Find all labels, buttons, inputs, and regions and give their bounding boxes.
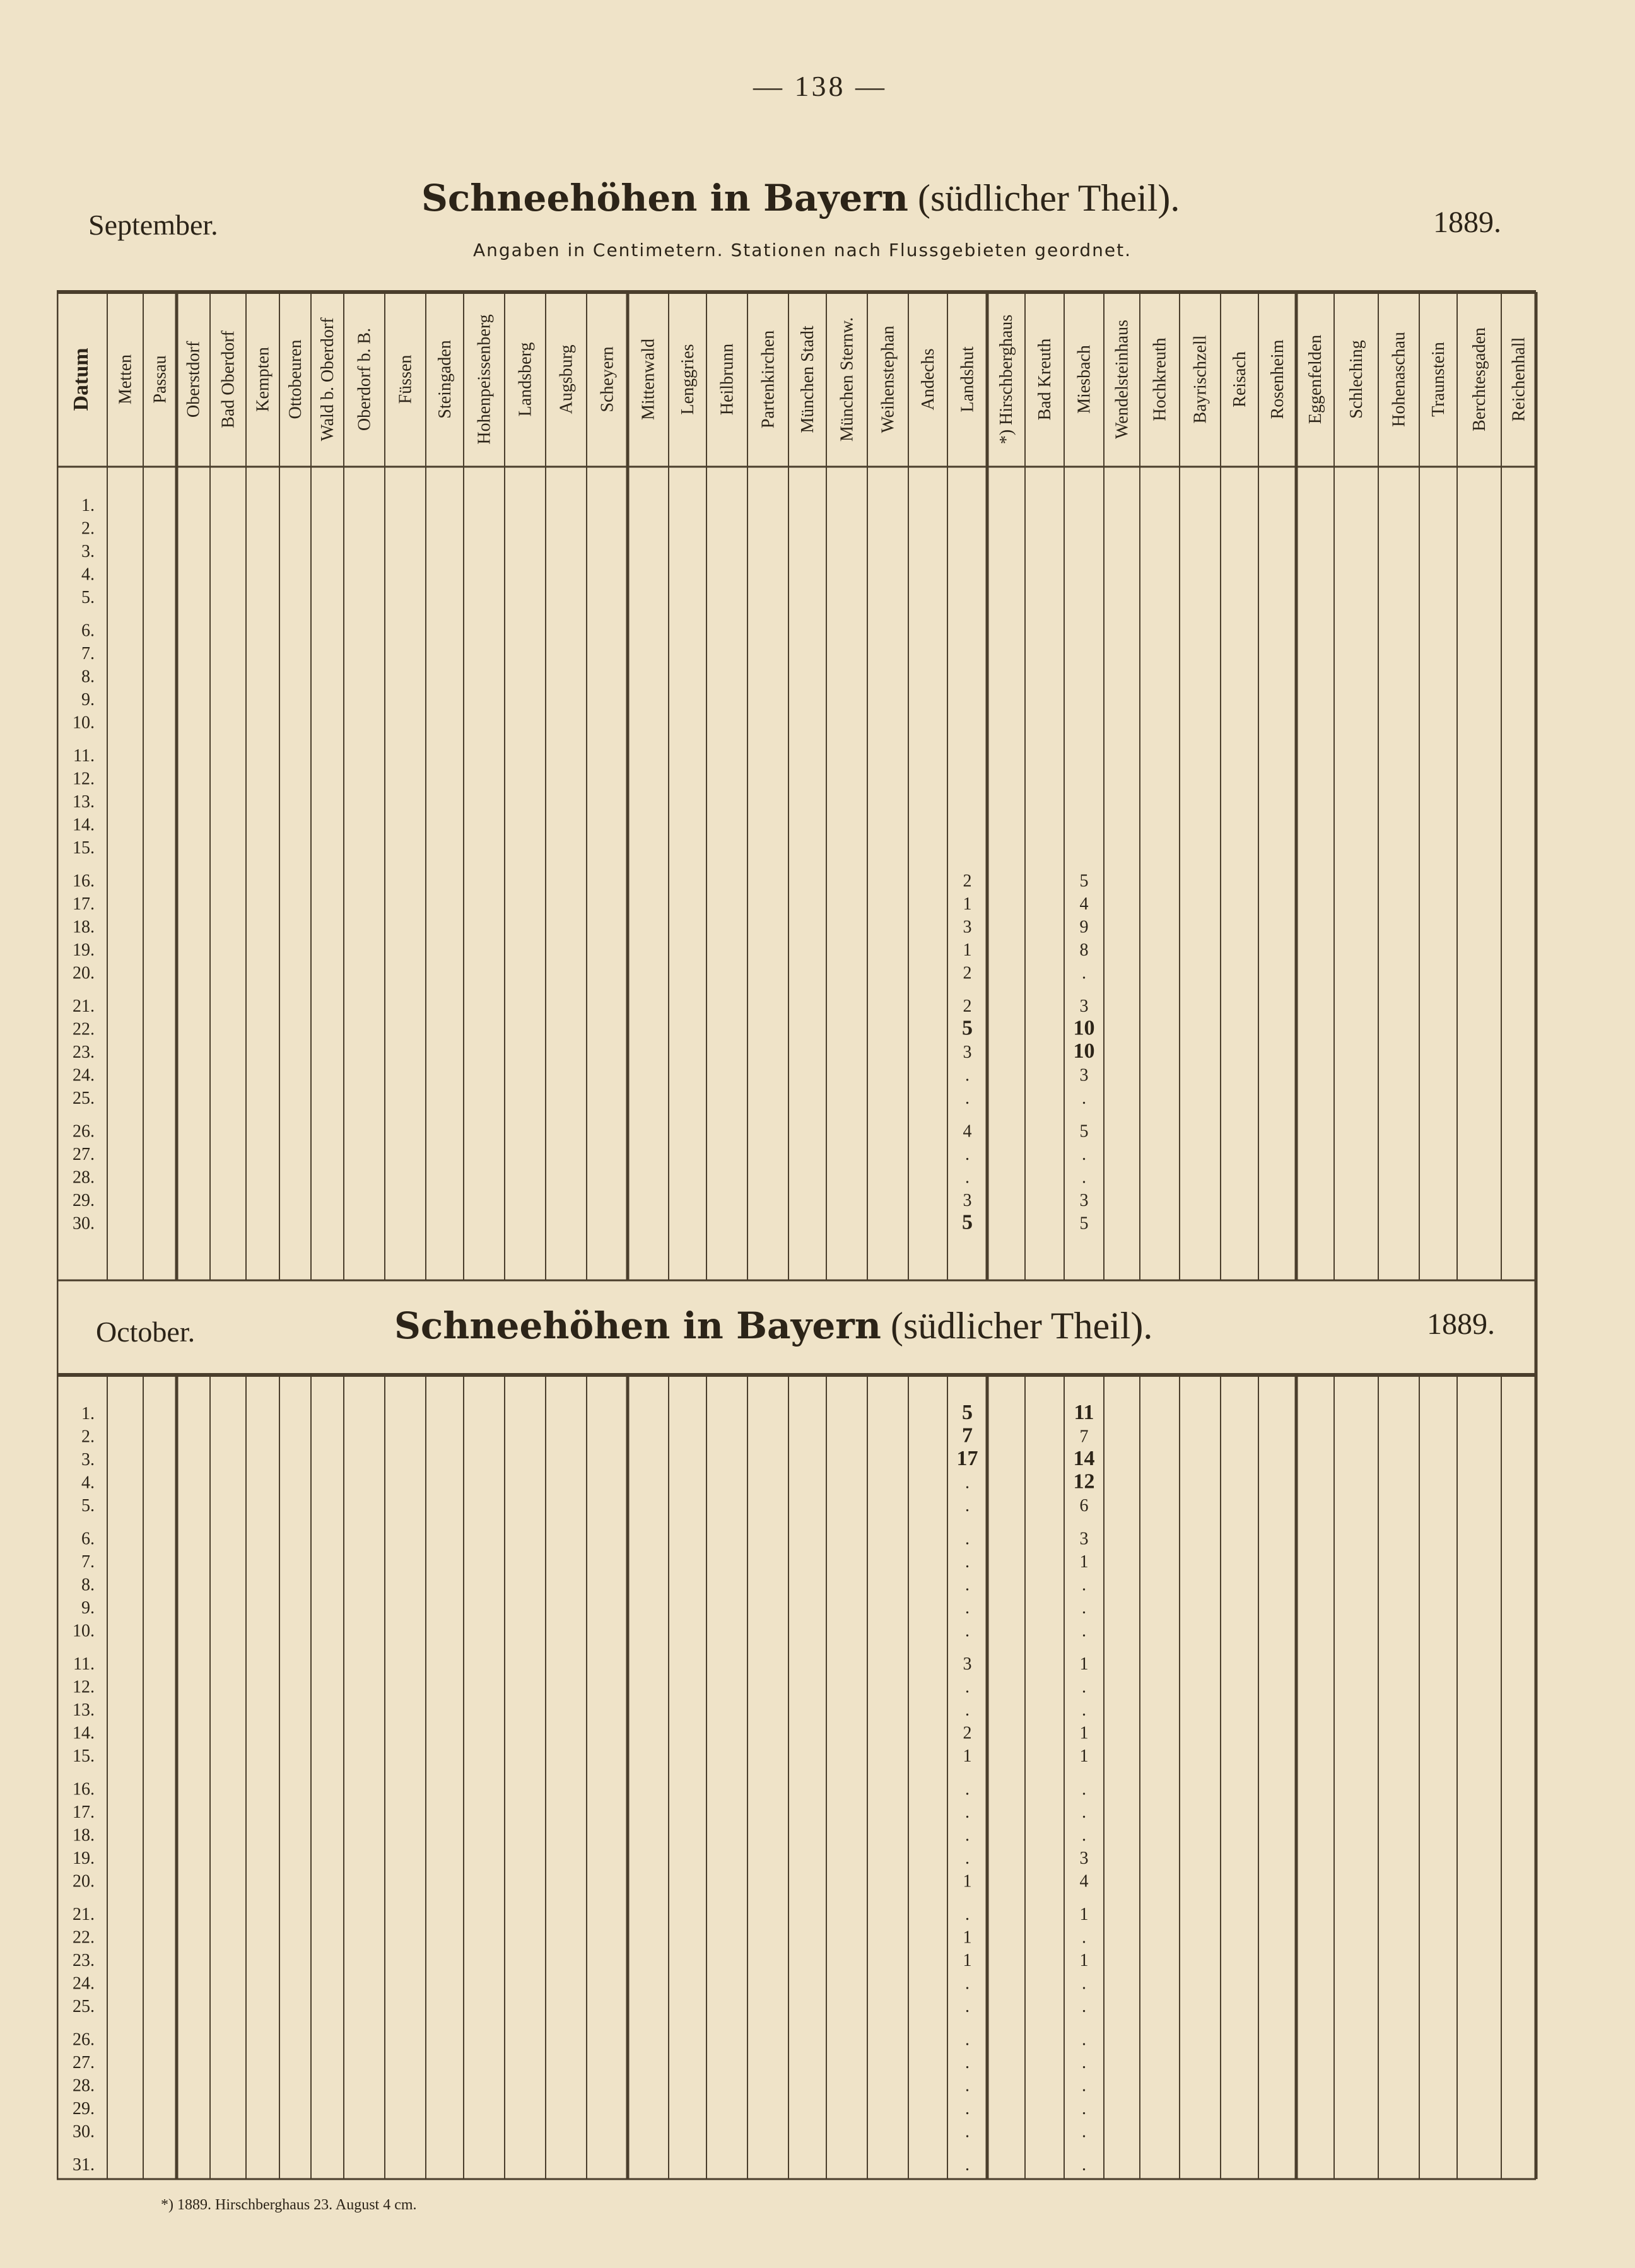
october-date-label: 15. <box>73 1746 95 1766</box>
september-hirschberghaus-value: 1 <box>963 894 972 914</box>
september-hirschberghaus-value: 1 <box>963 940 972 960</box>
october-hirschberghaus-value: . <box>965 1779 970 1799</box>
september-wendelsteinhaus-value: 8 <box>1079 940 1089 960</box>
october-hirschberghaus-value: . <box>965 2076 970 2096</box>
column-header-station: Reichenhall <box>1509 337 1529 422</box>
september-date-label: 14. <box>73 815 95 835</box>
october-hirschberghaus-value: . <box>965 1825 970 1845</box>
september-hirschberghaus-value: 2 <box>963 871 972 891</box>
september-date-label: 5. <box>81 588 95 607</box>
column-header-station: Bayrischzell <box>1190 335 1210 424</box>
column-header-station: Wendelsteinhaus <box>1112 319 1132 440</box>
september-date-label: 24. <box>73 1065 95 1085</box>
october-date-label: 6. <box>81 1529 95 1549</box>
october-date-label: 8. <box>81 1575 95 1595</box>
october-date-label: 25. <box>73 1997 95 2016</box>
september-wendelsteinhaus-value: 3 <box>1079 1065 1089 1085</box>
october-hirschberghaus-value: . <box>965 1552 970 1572</box>
column-header-station: München Stadt <box>798 325 818 433</box>
october-hirschberghaus-value: . <box>965 1677 970 1697</box>
october-hirschberghaus-value: . <box>965 2155 970 2175</box>
october-wendelsteinhaus-value: . <box>1082 1973 1086 1994</box>
october-wendelsteinhaus-value: . <box>1082 1621 1086 1641</box>
september-date-label: 22. <box>73 1019 95 1039</box>
september-date-label: 12. <box>73 769 95 789</box>
october-hirschberghaus-value: . <box>965 1700 970 1720</box>
october-date-label: 11. <box>73 1654 95 1674</box>
october-date-label: 19. <box>73 1849 95 1868</box>
october-wendelsteinhaus-value: 11 <box>1074 1401 1094 1424</box>
september-hirschberghaus-value: 3 <box>963 1043 972 1062</box>
october-date-label: 9. <box>81 1598 95 1618</box>
october-wendelsteinhaus-value: . <box>1082 1927 1086 1948</box>
september-date-label: 11. <box>73 746 95 766</box>
october-date-label: 14. <box>73 1723 95 1743</box>
column-header-station: Hochkreuth <box>1150 337 1170 421</box>
october-wendelsteinhaus-value: . <box>1082 2030 1086 2050</box>
october-wendelsteinhaus-value: . <box>1082 2099 1086 2119</box>
october-wendelsteinhaus-value: . <box>1082 2076 1086 2096</box>
september-wendelsteinhaus-value: . <box>1082 1089 1086 1108</box>
october-wendelsteinhaus-value: 3 <box>1079 1849 1089 1868</box>
october-wendelsteinhaus-value: . <box>1082 2053 1086 2072</box>
october-date-label: 26. <box>73 2030 95 2050</box>
september-hirschberghaus-value: 2 <box>963 997 972 1016</box>
table-subtitle: Angaben in Centimetern. Stationen nach Flussgebieten geordnet. <box>473 240 1132 260</box>
september-wendelsteinhaus-value: . <box>1082 1167 1086 1188</box>
october-wendelsteinhaus-value: . <box>1082 1700 1086 1720</box>
october-hirschberghaus-value: . <box>965 1575 970 1595</box>
october-wendelsteinhaus-value: 1 <box>1079 1746 1089 1766</box>
september-hirschberghaus-value: 3 <box>963 917 972 937</box>
october-hirschberghaus-value: 1 <box>963 1871 972 1891</box>
october-hirschberghaus-value: 17 <box>956 1447 978 1470</box>
column-header-station: Füssen <box>396 354 416 404</box>
october-date-label: 20. <box>73 1871 95 1891</box>
september-wendelsteinhaus-value: 5 <box>1079 1213 1089 1234</box>
column-header-station: München Sternw. <box>837 317 857 442</box>
september-wendelsteinhaus-value: 3 <box>1079 997 1089 1016</box>
september-date-label: 18. <box>73 917 95 937</box>
october-date-label: 12. <box>73 1677 95 1697</box>
september-hirschberghaus-value: 3 <box>963 1191 972 1210</box>
september-hirschberghaus-value: 4 <box>963 1121 972 1142</box>
column-header-station: Rosenheim <box>1268 339 1287 419</box>
october-hirschberghaus-value: 1 <box>963 1927 972 1948</box>
october-date-label: 7. <box>81 1552 95 1572</box>
october-date-label: 2. <box>81 1427 95 1447</box>
column-header-station: Hohenaschau <box>1389 332 1409 427</box>
september-date-label: 15. <box>73 838 95 858</box>
september-month-label: September. <box>88 209 218 241</box>
october-date-label: 29. <box>73 2099 95 2119</box>
october-date-label: 13. <box>73 1700 95 1720</box>
column-header-station: Scheyern <box>597 346 618 412</box>
october-date-label: 16. <box>73 1779 95 1799</box>
october-wendelsteinhaus-value: 6 <box>1079 1496 1089 1516</box>
october-hirschberghaus-value: . <box>965 1849 970 1868</box>
october-date-label: 3. <box>81 1450 95 1470</box>
september-hirschberghaus-value: . <box>965 1089 970 1108</box>
september-date-label: 6. <box>81 621 95 641</box>
september-date-label: 19. <box>73 940 95 960</box>
october-wendelsteinhaus-value: 7 <box>1079 1427 1089 1447</box>
column-header-station: Kempten <box>253 347 273 412</box>
october-hirschberghaus-value: . <box>965 1496 970 1516</box>
column-header-station: Partenkirchen <box>758 330 778 429</box>
september-date-label: 9. <box>81 690 95 710</box>
september-wendelsteinhaus-value: 3 <box>1079 1191 1089 1210</box>
column-header-station: Eggenfelden <box>1306 334 1325 424</box>
column-header-station: Lenggries <box>678 344 698 415</box>
september-date-label: 29. <box>73 1191 95 1210</box>
september-date-label: 28. <box>73 1167 95 1188</box>
october-date-label: 10. <box>73 1621 95 1641</box>
september-date-label: 21. <box>73 997 95 1016</box>
october-hirschberghaus-value: . <box>965 1803 970 1822</box>
october-hirschberghaus-value: 1 <box>963 1951 972 1970</box>
october-wendelsteinhaus-value: . <box>1082 1803 1086 1822</box>
september-date-label: 4. <box>81 564 95 585</box>
october-wendelsteinhaus-value: . <box>1082 2122 1086 2142</box>
october-title-main: Schneehöhen in Bayern <box>394 1304 881 1347</box>
september-hirschberghaus-value: 2 <box>963 963 972 983</box>
october-date-label: 18. <box>73 1825 95 1845</box>
october-date-label: 4. <box>81 1473 95 1493</box>
september-wendelsteinhaus-value: . <box>1082 963 1086 983</box>
column-header-station: Schleching <box>1347 340 1366 419</box>
column-header-station: *) Hirschberghaus <box>997 314 1016 445</box>
september-title-main: Schneehöhen in Bayern <box>421 177 908 219</box>
october-wendelsteinhaus-value: 1 <box>1079 1905 1089 1924</box>
september-date-label: 7. <box>81 644 95 663</box>
october-title-suffix: (südlicher Theil). <box>890 1305 1153 1347</box>
column-header-station: Augsburg <box>556 344 577 414</box>
october-hirschberghaus-value: 1 <box>963 1746 972 1766</box>
october-hirschberghaus-value: . <box>965 1973 970 1994</box>
october-date-label: 5. <box>81 1496 95 1516</box>
september-date-label: 3. <box>81 542 95 561</box>
september-title-suffix: (südlicher Theil). <box>917 177 1180 219</box>
column-header-datum: Datum <box>69 348 93 411</box>
october-wendelsteinhaus-value: 1 <box>1079 1951 1089 1970</box>
september-hirschberghaus-value: 5 <box>962 1210 973 1234</box>
column-header-station: Bad Kreuth <box>1035 338 1055 421</box>
october-wendelsteinhaus-value: 3 <box>1079 1529 1089 1549</box>
table-grid <box>57 287 1545 2189</box>
september-date-label: 16. <box>73 871 95 891</box>
october-hirschberghaus-value: . <box>965 2122 970 2142</box>
september-hirschberghaus-value: . <box>965 1065 970 1085</box>
october-wendelsteinhaus-value: 1 <box>1079 1654 1089 1674</box>
october-hirschberghaus-value: . <box>965 1598 970 1618</box>
october-wendelsteinhaus-value: . <box>1082 1825 1086 1845</box>
september-title <box>421 177 1180 220</box>
october-date-label: 30. <box>73 2122 95 2142</box>
column-header-station: Passau <box>150 355 170 404</box>
column-header-station: Metten <box>115 354 136 405</box>
september-date-label: 1. <box>81 496 95 515</box>
column-header-station: Heilbrunn <box>717 343 737 416</box>
october-date-label: 31. <box>73 2155 95 2175</box>
september-year: 1889. <box>1433 206 1501 239</box>
september-date-label: 10. <box>73 713 95 733</box>
september-date-label: 30. <box>73 1213 95 1234</box>
september-hirschberghaus-value: . <box>965 1167 970 1188</box>
footnote: *) 1889. Hirschberghaus 23. August 4 cm. <box>161 2197 417 2213</box>
october-hirschberghaus-value: . <box>965 1997 970 2016</box>
column-header-station: Weihenstephan <box>878 325 898 433</box>
september-date-label: 27. <box>73 1145 95 1164</box>
column-header-station: Oberdorf b. B. <box>355 327 375 431</box>
october-hirschberghaus-value: 5 <box>962 1401 973 1424</box>
september-wendelsteinhaus-value: 9 <box>1079 917 1089 937</box>
october-date-label: 21. <box>73 1905 95 1924</box>
column-header-station: Berchtesgaden <box>1470 327 1489 431</box>
october-wendelsteinhaus-value: 4 <box>1079 1871 1089 1891</box>
september-wendelsteinhaus-value: 5 <box>1079 871 1089 891</box>
column-header-station: Landsberg <box>515 342 536 417</box>
september-wendelsteinhaus-value: . <box>1082 1145 1086 1164</box>
column-header-station: Landshut <box>958 346 978 412</box>
october-wendelsteinhaus-value: 1 <box>1079 1552 1089 1572</box>
october-wendelsteinhaus-value: . <box>1082 1779 1086 1799</box>
column-header-station: Hohenpeissenberg <box>474 314 495 445</box>
october-hirschberghaus-value: 2 <box>963 1723 972 1743</box>
september-date-label: 26. <box>73 1121 95 1142</box>
september-wendelsteinhaus-value: 4 <box>1079 894 1089 914</box>
column-header-station: Steingaden <box>435 340 455 419</box>
september-hirschberghaus-value: 5 <box>962 1016 973 1040</box>
october-hirschberghaus-value: . <box>965 1473 970 1493</box>
october-wendelsteinhaus-value: . <box>1082 1997 1086 2016</box>
october-date-label: 24. <box>73 1973 95 1994</box>
october-wendelsteinhaus-value: 1 <box>1079 1723 1089 1743</box>
october-wendelsteinhaus-value: 14 <box>1073 1447 1095 1470</box>
october-hirschberghaus-value: . <box>965 1905 970 1924</box>
october-hirschberghaus-value: . <box>965 2030 970 2050</box>
october-hirschberghaus-value: 3 <box>963 1654 972 1674</box>
column-header-station: Miesbach <box>1074 345 1094 414</box>
page-number: — 138 — <box>753 70 887 102</box>
september-wendelsteinhaus-value: 5 <box>1079 1121 1089 1142</box>
september-date-label: 8. <box>81 667 95 687</box>
october-year: 1889. <box>1427 1307 1495 1341</box>
october-date-label: 1. <box>81 1404 95 1423</box>
september-hirschberghaus-value: . <box>965 1145 970 1164</box>
october-hirschberghaus-value: . <box>965 2053 970 2072</box>
column-header-station: Wald b. Oberdorf <box>318 317 337 441</box>
october-wendelsteinhaus-value: 12 <box>1073 1470 1095 1493</box>
column-header-station: Reisach <box>1230 351 1250 407</box>
column-header-station: Oberstdorf <box>184 341 204 418</box>
september-date-label: 13. <box>73 792 95 812</box>
october-date-label: 22. <box>73 1927 95 1948</box>
october-wendelsteinhaus-value: . <box>1082 1575 1086 1595</box>
september-wendelsteinhaus-value: 10 <box>1073 1016 1095 1040</box>
column-header-station: Traunstein <box>1429 342 1448 417</box>
october-hirschberghaus-value: 7 <box>962 1423 973 1447</box>
october-hirschberghaus-value: . <box>965 1621 970 1641</box>
october-date-label: 17. <box>73 1803 95 1822</box>
october-hirschberghaus-value: . <box>965 1529 970 1549</box>
column-header-station: Bad Oberdorf <box>218 330 238 428</box>
column-header-station: Ottobeuren <box>286 339 305 419</box>
snow-depth-table <box>57 287 1545 2192</box>
october-wendelsteinhaus-value: . <box>1082 1598 1086 1618</box>
september-date-label: 2. <box>81 518 95 539</box>
october-month-label: October. <box>96 1316 196 1348</box>
september-date-label: 17. <box>73 894 95 914</box>
october-wendelsteinhaus-value: . <box>1082 1677 1086 1697</box>
october-date-label: 27. <box>73 2053 95 2072</box>
october-date-label: 23. <box>73 1951 95 1970</box>
october-wendelsteinhaus-value: . <box>1082 2155 1086 2175</box>
september-wendelsteinhaus-value: 10 <box>1073 1039 1095 1063</box>
october-date-label: 28. <box>73 2076 95 2096</box>
september-date-label: 23. <box>73 1043 95 1062</box>
september-date-label: 20. <box>73 963 95 983</box>
column-header-station: Mittenwald <box>638 338 659 421</box>
column-header-station: Andechs <box>918 348 938 411</box>
october-hirschberghaus-value: . <box>965 2099 970 2119</box>
september-date-label: 25. <box>73 1089 95 1108</box>
